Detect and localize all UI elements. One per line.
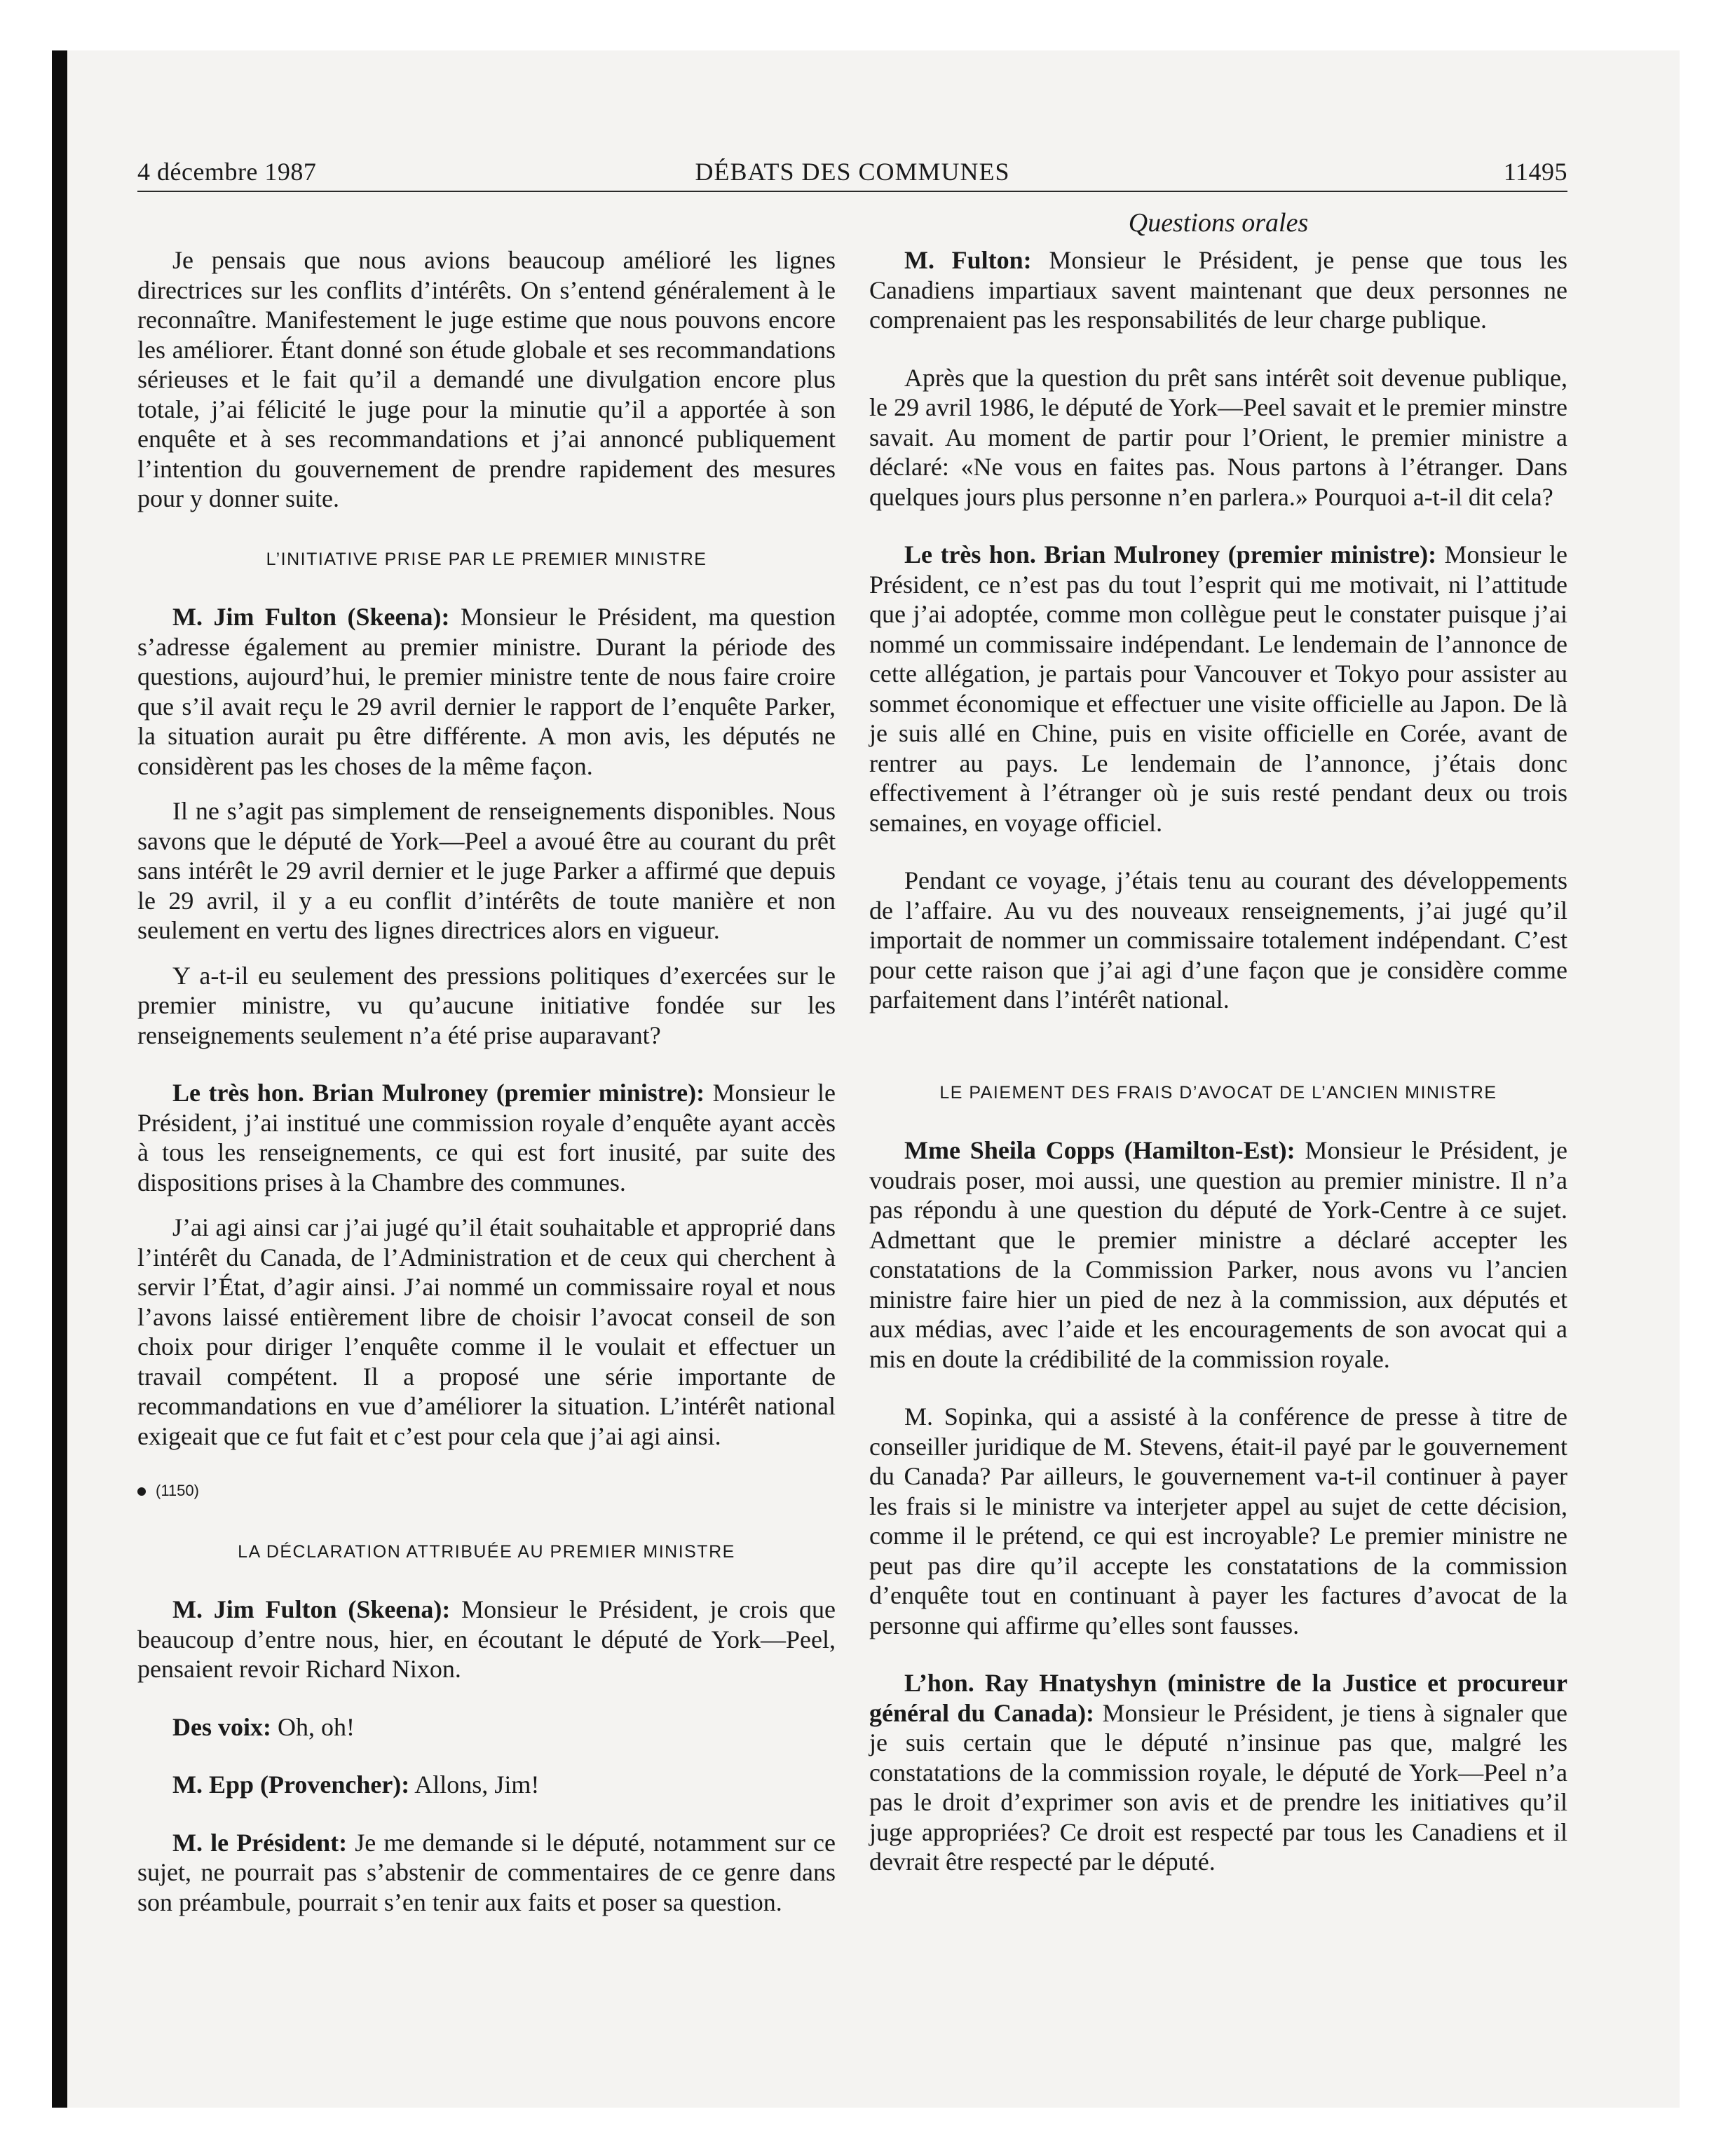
speech-text: Monsieur le Président, je pense que tous les Canadiens impartiaux savent maintenant que deux personnes ne comprenaient pas les responsabilités de leur charge publique. bbox=[869, 246, 1567, 334]
subheading: L’INITIATIVE PRISE PAR LE PREMIER MINISTRE bbox=[266, 549, 707, 569]
paragraph bbox=[869, 1135, 1567, 1374]
speaker-name: M. Jim Fulton (Skeena): bbox=[172, 603, 450, 631]
scan-margin bbox=[0, 0, 50, 2156]
left-column bbox=[137, 245, 836, 1932]
header-title: DÉBATS DES COMMUNES bbox=[695, 158, 1010, 186]
time-marker bbox=[137, 1476, 836, 1506]
paragraph: Je pensais que nous avions beaucoup amélioré les lignes directrices sur les conflits d’intérêts. On s’entend généralement à le reconnaître. Manifestement le juge estime que nous pouvons encore les améliorer. Étant donné son étude globale et ses recommandations sérieuses et le fait qu’il a demandé une divulgation encore plus totale, j’ai félicité le juge pour la minutie qu’il a apportée à son enquête et à ses recommandations et j’ai annoncé publiquement l’intention du gouvernement de prendre rapidement des mesures pour y donner suite. bbox=[137, 246, 836, 512]
paragraph bbox=[869, 245, 1567, 335]
time-marker-text: (1150) bbox=[156, 1482, 199, 1499]
speaker-name: M. Epp (Provencher): bbox=[172, 1770, 410, 1799]
speech-text: Monsieur le Président, ce n’est pas du tout l’esprit qui me motivait, ni l’attitude que j’ai adoptée, comme mon collègue peut le constater puisque j’ai nommé un commissaire indépendant. Le lendemain de l’annonce de cette allégation, je partais pour Vancouver et Tokyo pour assister au sommet économique et effectuer une visite officielle au Japon. De là je suis allé en Chine, puis en visite officielle en Corée, avant de rentrer au pays. Le lendemain de l’annonce, j’étais donc effectivement à l’étranger où je suis resté pendant deux ou trois semaines, en voyage officiel. bbox=[869, 540, 1567, 837]
paragraph bbox=[137, 1078, 836, 1197]
speaker-name: Mme Sheila Copps (Hamilton-Est): bbox=[904, 1136, 1295, 1164]
bullet-icon bbox=[137, 1487, 146, 1496]
paragraph bbox=[869, 1668, 1567, 1877]
paragraph: Après que la question du prêt sans intérêt soit devenue publique, le 29 avril 1986, le député de York—Peel savait et le premier minstre savait. Au moment de partir pour l’Orient, le premier ministre a déclaré: «Ne vous en faites pas. Nous partons à l’étranger. Dans quelques jours plus personne n’en parlera.» Pourquoi a-t-il dit cela? bbox=[869, 363, 1567, 511]
paragraph: J’ai agi ainsi car j’ai jugé qu’il était souhaitable et approprié dans l’intérêt du Canada, de l’Administration et de ceux qui cherchent à servir l’État, d’agir ainsi. J’ai nommé un commissaire royal et nous l’avons laissé entièrement libre de choisir l’avocat conseil de son choix pour diriger l’enquête comme il le voulait et effectuer un travail compétent. Il a proposé une série importante de recommandations en vue d’améliorer la situation. L’intérêt national exigeait que ce fut fait et c’est pour cela que j’ai agi ainsi. bbox=[137, 1213, 836, 1450]
header-rule bbox=[137, 191, 1567, 192]
subheading: LA DÉCLARATION ATTRIBUÉE AU PREMIER MINISTRE bbox=[238, 1541, 735, 1562]
speaker-name: Le très hon. Brian Mulroney (premier ministre): bbox=[172, 1079, 705, 1107]
right-column bbox=[869, 245, 1567, 1892]
speaker-name: Des voix: bbox=[172, 1712, 271, 1741]
speech-text: Monsieur le Président, j’ai institué une commission royale d’enquête ayant accès à tous les renseignements, ce qui est fort inusité, par suite des dispositions prises à la Chambre des communes. bbox=[137, 1079, 836, 1196]
speech-text: Je me demande si le député, notamment sur ce sujet, ne pourrait pas s’abstenir de commentaires de ce genre dans son préambule, pourrait s’en tenir aux faits et poser sa question. bbox=[137, 1828, 836, 1916]
speaker-name: Le très hon. Brian Mulroney (premier ministre): bbox=[904, 540, 1437, 568]
paragraph bbox=[869, 540, 1567, 838]
speech-text: Monsieur le Président, je voudrais poser, moi aussi, une question au premier ministre. Il n’a pas répondu à une question du député de York-Centre à ce sujet. Admettant que le premier ministre a déclaré accepter les constatations de la Commission Parker, nous avons vu l’ancien ministre faire hier un pied de nez à la commission, aux députés et aux médias, avec l’aide et les encouragements de son avocat qui a mis en doute la crédibilité de la commission royale. bbox=[869, 1136, 1567, 1373]
paragraph: Pendant ce voyage, j’étais tenu au courant des développements de l’affaire. Au vu des nouveaux renseignements, j’ai jugé qu’il importait de nommer un commissaire totalement indépendant. C’est pour cette raison que j’ai agi d’une façon que je considère comme parfaitement dans l’intérêt national. bbox=[869, 866, 1567, 1014]
scan-binding-edge bbox=[52, 50, 67, 2108]
speech-text: Allons, Jim! bbox=[409, 1770, 540, 1799]
paragraph: Y a-t-il eu seulement des pressions politiques d’exercées sur le premier ministre, vu qu’aucune initiative fondée sur les renseignements seulement n’a été prise auparavant? bbox=[137, 961, 836, 1049]
speaker-name: L’hon. Ray Hnatyshyn (ministre de la Justice et procureur général du Canada): bbox=[869, 1669, 1567, 1727]
paragraph bbox=[137, 1712, 836, 1742]
speech-text: Monsieur le Président, je tiens à signaler que je suis certain que le député n’insinue pas que, malgré les constatations de la commission royale, le député de York—Peel n’a pas le droit d’exprimer son avis et de prendre les initiatives qu’il juge appropriées? Ce droit est respecté par tous les Canadiens et il devrait être respecté par le député. bbox=[869, 1698, 1567, 1876]
header-page-number: 11495 bbox=[1503, 158, 1567, 186]
speaker-name: M. Jim Fulton (Skeena): bbox=[172, 1595, 451, 1623]
subheading: LE PAIEMENT DES FRAIS D’AVOCAT DE L’ANCIEN MINISTRE bbox=[939, 1082, 1497, 1103]
paragraph bbox=[137, 602, 836, 781]
section-title: Questions orales bbox=[1128, 208, 1309, 238]
paragraph bbox=[137, 1595, 836, 1684]
speaker-name: M. Fulton: bbox=[904, 246, 1032, 274]
paragraph bbox=[137, 1828, 836, 1918]
paragraph: M. Sopinka, qui a assisté à la conférence de presse à titre de conseiller juridique de M. Stevens, était-il payé par le gouvernement du Canada? Par ailleurs, le gouvernement va-t-il continuer à payer les frais si le ministre va interjeter appel au sujet de cette décision, comme il le prétend, ce qui est incroyable? Le premier ministre ne peut pas dire qu’il accepte les constatations de la commission d’enquête tout en continuant à payer les factures d’avocat de la personne qui affirme qu’elles sont fausses. bbox=[869, 1403, 1567, 1639]
speech-text: Monsieur le Président, ma question s’adresse également au premier ministre. Durant la période des questions, aujourd’hui, le premier ministre tente de nous faire croire que s’il avait reçu le 29 avril dernier le rapport de l’enquête Parker, la situation aurait pu être différente. A mon avis, les députés ne considèrent pas les choses de la même façon. bbox=[137, 603, 836, 780]
speech-text: Oh, oh! bbox=[271, 1712, 355, 1741]
paragraph: Il ne s’agit pas simplement de renseignements disponibles. Nous savons que le député de York—Peel a avoué être au courant du prêt sans intérêt le 29 avril dernier et le juge Parker a affirmé que depuis le 29 avril, il y a eu conflit d’intérêts de toute manière et non seulement en vertu des lignes directrices alors en vigueur. bbox=[137, 797, 836, 944]
paragraph bbox=[137, 1770, 836, 1800]
speech-text: Monsieur le Président, je crois que beaucoup d’entre nous, hier, en écoutant le député de York—Peel, pensaient revoir Richard Nixon. bbox=[137, 1595, 836, 1683]
header-date: 4 décembre 1987 bbox=[137, 158, 317, 186]
speaker-name: M. le Président: bbox=[172, 1828, 348, 1857]
